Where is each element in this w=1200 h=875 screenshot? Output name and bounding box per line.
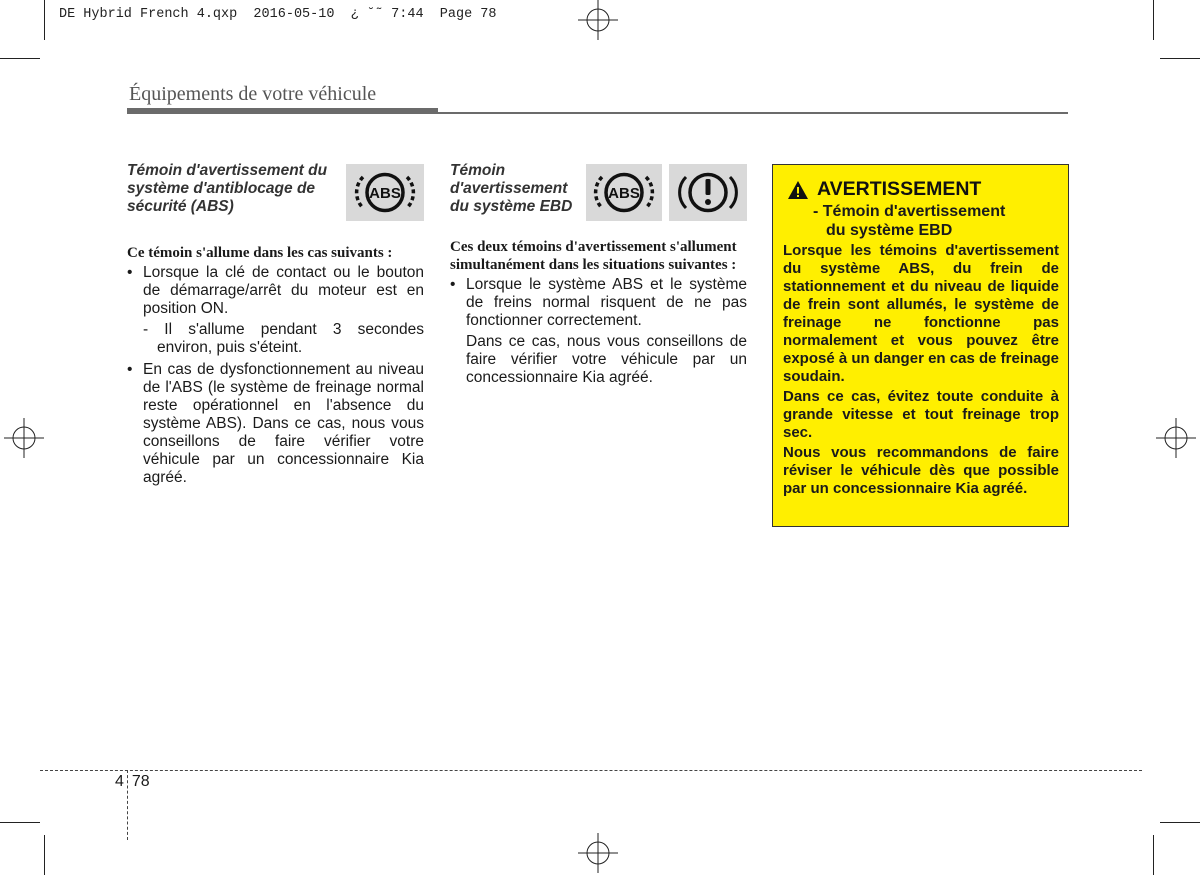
list-subitem: - Il s'allume pendant 3 secondes environ, puis s'éteint.	[143, 321, 424, 356]
abs-warning-icon	[346, 164, 424, 221]
chapter-number: 4	[115, 773, 124, 790]
warning-paragraph: Lorsque les témoins d'avertissement du système ABS, du frein de stationnement et du niveau de liquide de frein sont allumés, le système de freinage ne fonctionne pas normalement et vous pouvez être exposé à un danger en cas de freinage soudain.	[783, 242, 1059, 385]
print-slug: DE Hybrid French 4.qxp 2016-05-10 ¿ ˘˜ 7:44 Page 78	[59, 7, 497, 22]
warning-body	[783, 242, 1059, 500]
abs-heading: Témoin d'avertissement du système d'antiblocage de sécurité (ABS)	[127, 162, 328, 215]
crop-mark	[1153, 835, 1154, 875]
crop-mark	[0, 58, 40, 59]
warning-subtitle-line: - Témoin d'avertissement	[813, 203, 1006, 220]
header-rule	[438, 112, 1068, 114]
registration-mark-icon	[578, 0, 618, 40]
abs-warning-icon	[586, 164, 662, 221]
section-title: Équipements de votre véhicule	[129, 83, 377, 105]
warning-paragraph: Dans ce cas, évitez toute conduite à grande vitesse et tout freinage trop sec.	[783, 388, 1059, 441]
warning-title-text: AVERTISSEMENT	[817, 178, 982, 200]
crop-mark	[1160, 58, 1200, 59]
list-item: • En cas de dysfonctionnement au niveau de l'ABS (le système de freinage normal reste opérationnel en l'absence du système ABS). Dans ce cas, nous vous conseillons de faire vérifier votre véhicule par un concessionnaire Kia agréé.	[127, 361, 424, 487]
page-number	[115, 773, 150, 791]
warning-subtitle-line: du système EBD	[826, 222, 953, 239]
ebd-heading-line: Témoin	[450, 162, 506, 179]
warning-triangle-icon	[787, 180, 809, 200]
registration-mark-icon	[1156, 418, 1196, 458]
crop-mark	[44, 0, 45, 40]
warning-subtitle	[813, 202, 1005, 240]
ebd-heading-line: d'avertissement	[450, 180, 568, 197]
header-rule	[127, 108, 438, 114]
warning-paragraph: Nous vous recommandons de faire réviser le véhicule dès que possible par un concessionnaire Kia agréé.	[783, 444, 1059, 497]
crop-mark	[1160, 822, 1200, 823]
crop-mark	[44, 835, 45, 875]
ebd-paragraph: Dans ce cas, nous vous conseillons de faire vérifier votre véhicule par un concessionnaire Kia agréé.	[466, 333, 747, 386]
abs-lead: Ce témoin s'allume dans les cas suivants :	[127, 245, 393, 261]
warning-title	[787, 178, 981, 201]
crop-mark	[1153, 0, 1154, 40]
list-item: • Lorsque la clé de contact ou le bouton de démarrage/arrêt du moteur est en position ON.	[127, 264, 424, 318]
ebd-heading-line: du système EBD	[450, 198, 573, 215]
registration-mark-icon	[4, 418, 44, 458]
ebd-lead: Ces deux témoins d'avertissement s'allument simultanément dans les situations suivantes :	[450, 239, 737, 273]
svg-text:ABS: ABS	[608, 185, 640, 202]
crop-mark	[0, 822, 40, 823]
footer-rule	[40, 770, 1142, 771]
brake-warning-icon	[669, 164, 747, 221]
warning-box	[772, 164, 1069, 527]
registration-mark-icon	[578, 833, 618, 873]
list-item: • Lorsque le système ABS et le système de freins normal risquent de ne pas fonctionner correctement.	[450, 276, 747, 330]
page-number-value: 78	[131, 773, 150, 790]
svg-text:ABS: ABS	[369, 185, 401, 202]
